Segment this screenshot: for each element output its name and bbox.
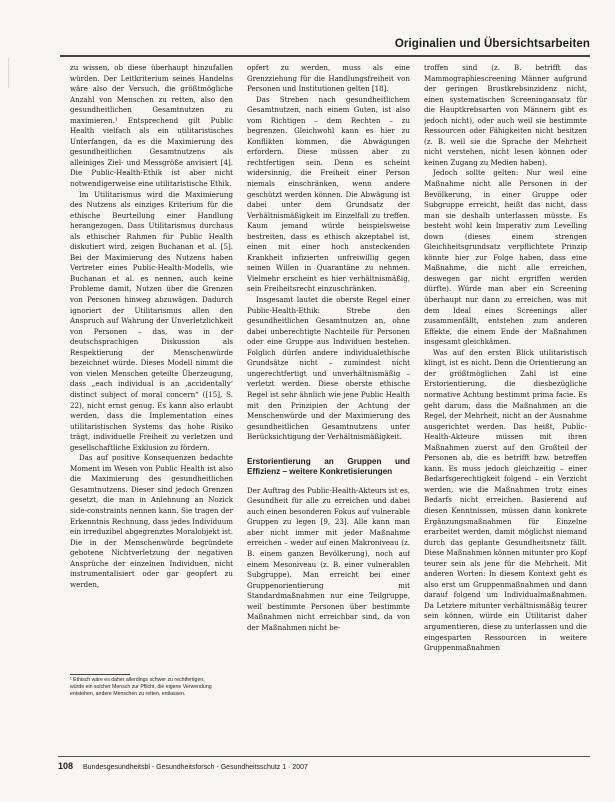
footnote: ¹ Ethisch wäre es daher allerdings schwer zu rechtfertigen, würde ein solcher Mensch zur Pflicht, die eigene Verwendung entstehen, andere Menschen zu retten, entlassen.	[70, 677, 212, 698]
page-number: 108	[58, 761, 74, 771]
journal-citation: Bundesgesundheitsbl - Gesundheitsforsch - Gesundheitsschutz 1 · 2007	[82, 764, 308, 771]
page-footer	[58, 761, 590, 771]
paragraph: opfert zu werden, muss als eine Grenzziehung für die Handlungsfreiheit von Personen und Institutionen gelten [18].	[247, 63, 410, 94]
paragraph: Im Utilitarismus wird die Maximierung des Nutzens als einziges Kriterium für die ethische Beurteilung einer Handlung herangezogen. Dass Utilitarismus durchaus als ethischer Rahmen für Public Health diskutiert wird, zeigen Buchanan et al. [5]. Bei der Maximierung des Nutzens haben Vertreter eines Public-Health-Modells, wie Buchanan et al. es nennen, auch keine Probleme damit, Nutzen über die Grenzen von Personen hinweg abzuwägen. Dadurch ignoriert der Utilitarismus allen den Anspruch auf Wahrung der Unverletzlichkeit von Personen – das, was in der deutschsprachigen Diskussion als Respektierung der Menschenwürde bezeichnet würde. Dieses Modell nimmt die von vielen Menschen geteilte Überzeugung, dass „each individual is an ‚accidentally‘ distinct subject of moral concern“ ([15], S. 22), nicht ernst genug. Es kann also erlaubt werden, dass die Implementation eines utilitaristischen Systems das hohe Risiko trägt, individuelle Freiheit zu verletzen und gesellschaftliche Exklusion zu fördern.	[70, 189, 233, 452]
paragraph: Jedoch sollte gelten: Nur weil eine Maßnahme nicht alle Personen in der Bevölkerung, in einer Gruppe oder Subgruppe erreicht, heißt das nicht, dass man sie deshalb unterlassen müsste. Es besteht wohl kein Imperativ zum Levelling down (dieses einem strengen Gleichheitsgrundsatz verpflichtete Prinzip könnte hier zur Folge haben, dass eine Maßnahme, die nicht alle erreichen, deswegen gar nicht ergriffen werden dürfte). Würde man aber ein Screening überhaupt nur dann zu erreichen, was mit dem Ideal eines Screenings aller zusammenfällt, entstehen zum anderen Effekte, die einem Ende der Maßnahmen insgesamt gleichkämen.	[424, 168, 587, 347]
footnote-rule	[70, 674, 130, 675]
paragraph: Was auf den ersten Blick utilitaristisch klingt, ist es nicht. Denn die Orientierung an der größtmöglichen Zahl ist eine Erstorientierung, die diesbezügliche normative Achtung bestimmt prima facie. Es geht darum, dass die Maßnahmen an die Regel, der Mehrheit, nicht an der Ausnahme ausgerichtet werden. Das heißt, Public-Health-Akteure müssen mit ihren Maßnahmen zuerst auf den Großteil der Personen ab, die es betrifft bzw. betreffen kann. Es muss jedoch gleichzeitig – einer Bedarfsgerechtigkeit folgend – ein Verzicht werden, wie die Maßnahmen trotz eines Bedarfs nicht erreichen. Basierend auf diesen Kenntnissen, müssen dann konkrete Ergänzungsmaßnahmen für Einzelne erarbeitet werden, damit möglichst niemand durch das geplante Gesundheitsnetz fällt. Diese Maßnahmen können mitunter pro Kopf teurer sein als jene für die Mehrheit. Mit anderen Worten: In diesem Kontext geht es also erst um Gruppenmaßnahmen und dann darauf folgend um Individualmaßnahmen. Da Letztere mitunter verhältnismäßig teurer sein können, würde ein Utilitarist daher argumentieren, diese zu unterlassen und die eingesparten Ressourcen in weitere Gruppenmaßnahmen	[424, 347, 587, 653]
paragraph: Insgesamt lautet die oberste Regel einer Public-Health-Ethik: Strebe den gesundheitlichen Gesamtnutzen an, ohne dabei unberechtigte Nachteile für Personen oder eine Gruppe aus Individuen bestehen. Folglich dürfen andere individualethische Grundsätze nicht – zumindest nicht ungerechtfertigt und unverhältnismäßig – verletzt werden. Diese oberste ethische Regel ist sehr ähnlich wie jene Public Health mit den Prinzipien der Achtung der Menschenwürde und der Maximierung des gesundheitlichen Gesamtnutzens unter Berücksichtigung der Verhältnismäßigkeit.	[247, 295, 410, 442]
scan-margin-mark	[8, 58, 13, 88]
text-column-3	[424, 63, 587, 753]
section-subheading: Erstorientierung an Gruppen und Effizienz – weitere Konkretisierungen	[247, 456, 410, 477]
paragraph: zu wissen, ob diese überhaupt hinzufallen würden. Der Leitkriterium seines Handelns wäre also der Versuch, die größtmögliche Anzahl von Menschen zu retten, also den gesundheitlichen Gesamtnutzen zu maximieren.¹ Entsprechend gilt Public Health vielfach als ein utilitaristisches Unterfangen, da es die Maximierung des gesundheitlichen Gesamtnutzens als alleiniges Ziel- und Messgröße anvisiert [4]. Die Public-Health-Ethik ist aber nicht notwendigerweise eine utilitaristische Ethik.	[70, 63, 233, 189]
paragraph: Das Streben nach gesundheitlichem Gesamtnutzen, nach einem Guten, ist also vom Richtigen – dem Rechten – zu begrenzen. Gleichwohl kann es hier zu Konflikten kommen, die Abwägungen erfordern. Diese müssen aber zu rechtfertigen sein. Denn es scheint widersinnig, die Freiheit einer Person niemals einschränken, wenn andere geschützt werden können. Die Abwägung ist dabei unter dem Grundsatz der Verhältnismäßigkeit im Einzelfall zu treffen. Kaum jemand würde beispielsweise bestreiten, dass es ethisch akzeptabel ist, einen mit einer hoch ansteckenden Krankheit infizierten unfreiwillig gegen seinen Willen in Quarantäne zu nehmen. Vielmehr erscheint es hier verhältnismäßig, sein Freiheitsrecht einzuschränken.	[247, 94, 410, 294]
header-rule	[60, 55, 590, 57]
paragraph: troffen sind (z. B. betrifft das Mammographiescreening Männer aufgrund der geringen Brustkrebsinzidenz nicht, einen systematischen Screeningansatz für die Hauptkrebsarten von Männern gibt es jedoch nicht), oder auch weil sie bestimmte Ressourcen oder Fähigkeiten nicht besitzen (z. B. weil sie die Sprache der Mehrheit nicht verstehen, nicht lesen können oder keinen Zugang zu Medien haben).	[424, 63, 587, 167]
paragraph: Das auf positive Konsequenzen bedachte Moment im Wesen von Public Health ist also die Maximierung des gesundheitlichen Gesamtnutzens. Dieser sind jedoch Grenzen gesetzt, die man in Anlehnung an Nozick side-constraints nennen kann. Sie tragen der Erkenntnis Rechnung, dass jedes Individuum ein irreduzibel abgegrenztes Moralobjekt ist. Die in der Menschenwürde begründete gebotene Nichtverletzung der negativen Ansprüche der einzelnen Individuen, nicht instrumentalisiert oder gar geopfert zu werden,	[70, 453, 233, 589]
footer-rule	[58, 756, 590, 757]
text-column-2	[247, 63, 410, 753]
paragraph: Der Auftrag des Public-Health-Akteurs ist es, Gesundheit für alle zu erreichen und dabei auch einen besonderen Fokus auf vulnerable Gruppen zu legen [9, 23]. Alle kann man aber nicht immer mit jeder Maßnahme erreichen – weder auf einen Makroniveau (z. B. einem ganzen Bevölkerung), noch auf einem Mesoniveau (z. B. einer vulnerablen Subgruppe). Man erreicht bei einer Gruppenorientierung mit Standardmaßnahmen nur eine Teilgruppe, weil bestimmte Personen über bestimmte Maßnahmen nicht erreichbar sind, da von der Maßnahmen nicht be-	[247, 485, 410, 632]
section-header: Originalien und Übersichtsarbeiten	[394, 38, 590, 50]
text-column-1	[70, 63, 233, 753]
